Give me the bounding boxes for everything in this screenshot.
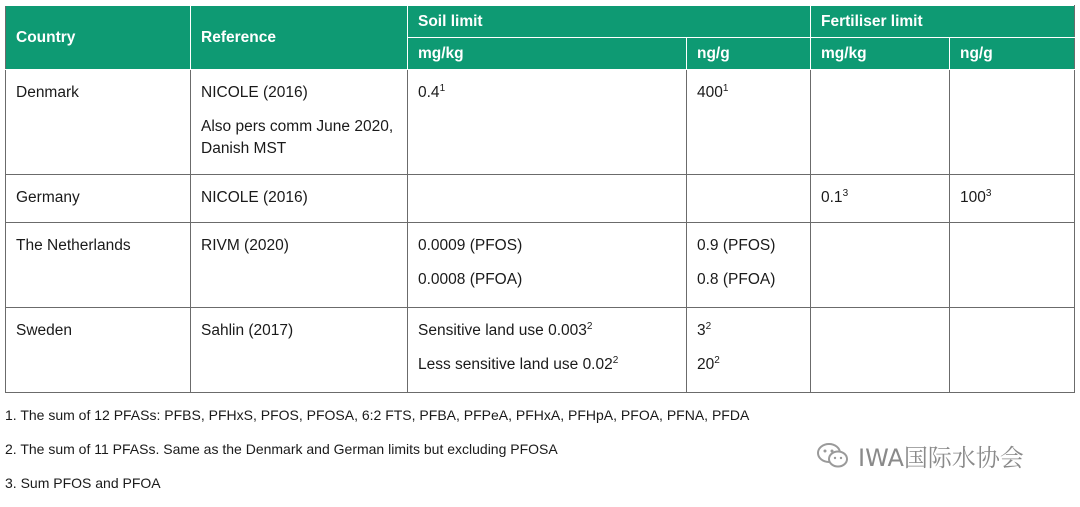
- value-text: 0.0009 (PFOS): [418, 237, 523, 254]
- header-fert-mgkg: mg/kg: [811, 38, 950, 70]
- cell-fert-ngg: [950, 308, 1075, 393]
- footnote-marker: 1: [439, 83, 446, 94]
- header-country: Country: [6, 6, 191, 70]
- cell-fert-ngg: [950, 70, 1075, 175]
- value-text: 0.9 (PFOS): [697, 237, 776, 254]
- footnote-marker: 2: [705, 321, 712, 332]
- footnote-marker: 1: [722, 83, 729, 94]
- table-row: [6, 308, 1075, 393]
- header-soil-mgkg: mg/kg: [408, 38, 687, 70]
- header-soil-ngg: ng/g: [687, 38, 811, 70]
- reference-line: NICOLE (2016): [201, 189, 308, 206]
- watermark: [816, 438, 1024, 473]
- value-text: 400: [697, 84, 723, 101]
- cell-soil-mgkg: [408, 175, 687, 223]
- cell-reference: [191, 308, 408, 393]
- header-fert-ngg: ng/g: [950, 38, 1075, 70]
- value-text: Less sensitive land use 0.02: [418, 356, 613, 373]
- table-row: [6, 223, 1075, 308]
- cell-fert-mgkg: [811, 223, 950, 308]
- value-text: 0.0008 (PFOA): [418, 271, 523, 288]
- footnote-marker: 2: [714, 355, 720, 366]
- cell-country: Denmark: [6, 70, 191, 175]
- cell-soil-mgkg: [408, 223, 687, 308]
- value-line: [418, 269, 676, 291]
- reference-line: Sahlin (2017): [201, 322, 294, 339]
- watermark-text: IWA国际水协会: [858, 444, 1024, 472]
- cell-fert-mgkg: [811, 175, 950, 223]
- table-row: [6, 70, 1075, 175]
- value-line: [697, 269, 800, 291]
- header-soil-limit: Soil limit: [408, 6, 811, 38]
- cell-country: Sweden: [6, 308, 191, 393]
- value-line: [418, 235, 676, 257]
- value-text: Sensitive land use 0.003: [418, 322, 587, 339]
- footnotes: [5, 405, 749, 507]
- header-reference: Reference: [191, 6, 408, 70]
- table-row: [6, 175, 1075, 223]
- wechat-icon: [816, 442, 850, 470]
- value-text: 0.8 (PFOA): [697, 271, 776, 288]
- cell-fert-mgkg: [811, 70, 950, 175]
- cell-fert-mgkg: [811, 308, 950, 393]
- value-line: [418, 354, 676, 376]
- footnote-marker: 2: [586, 321, 593, 332]
- value-line: [697, 354, 800, 376]
- cell-soil-ngg: [687, 175, 811, 223]
- value-line: [960, 187, 1064, 209]
- value-line: [821, 187, 939, 209]
- cell-soil-ngg: [687, 308, 811, 393]
- cell-reference: [191, 175, 408, 223]
- cell-soil-ngg: [687, 223, 811, 308]
- value-text: 0.1: [821, 189, 843, 206]
- cell-reference: [191, 223, 408, 308]
- reference-line: RIVM (2020): [201, 237, 289, 254]
- footnote-1: 1. The sum of 12 PFASs: PFBS, PFHxS, PFOS, PFOSA, 6:2 FTS, PFBA, PFPeA, PFHxA, PFHpA, PFOA, PFNA, PFDA: [5, 407, 750, 423]
- value-line: [697, 235, 800, 257]
- footnote-marker: 3: [842, 188, 849, 199]
- cell-soil-ngg: [687, 70, 811, 175]
- footnote-2: 2. The sum of 11 PFASs. Same as the Denmark and German limits but excluding PFOSA: [5, 441, 558, 457]
- value-line: [697, 320, 800, 342]
- cell-country: Germany: [6, 175, 191, 223]
- cell-reference: [191, 70, 408, 175]
- cell-fert-ngg: [950, 223, 1075, 308]
- reference-line: Also pers comm June 2020, Danish MST: [201, 118, 394, 157]
- footnote-marker: 2: [612, 355, 619, 366]
- value-line: [418, 82, 676, 104]
- footnote-marker: 3: [985, 188, 992, 199]
- cell-soil-mgkg: [408, 70, 687, 175]
- cell-soil-mgkg: [408, 308, 687, 393]
- value-text: 20: [697, 356, 715, 373]
- table-body: [6, 70, 1075, 393]
- reference-line: NICOLE (2016): [201, 84, 308, 101]
- value-line: [418, 320, 676, 342]
- value-text: 100: [960, 189, 986, 206]
- cell-fert-ngg: [950, 175, 1075, 223]
- header-fertiliser-limit: Fertiliser limit: [811, 6, 1075, 38]
- value-line: [697, 82, 800, 104]
- value-text: 3: [697, 322, 706, 339]
- footnote-3: 3. Sum PFOS and PFOA: [5, 475, 161, 491]
- cell-country: The Netherlands: [6, 223, 191, 308]
- pfas-limits-table: [5, 5, 1075, 393]
- value-text: 0.4: [418, 84, 440, 101]
